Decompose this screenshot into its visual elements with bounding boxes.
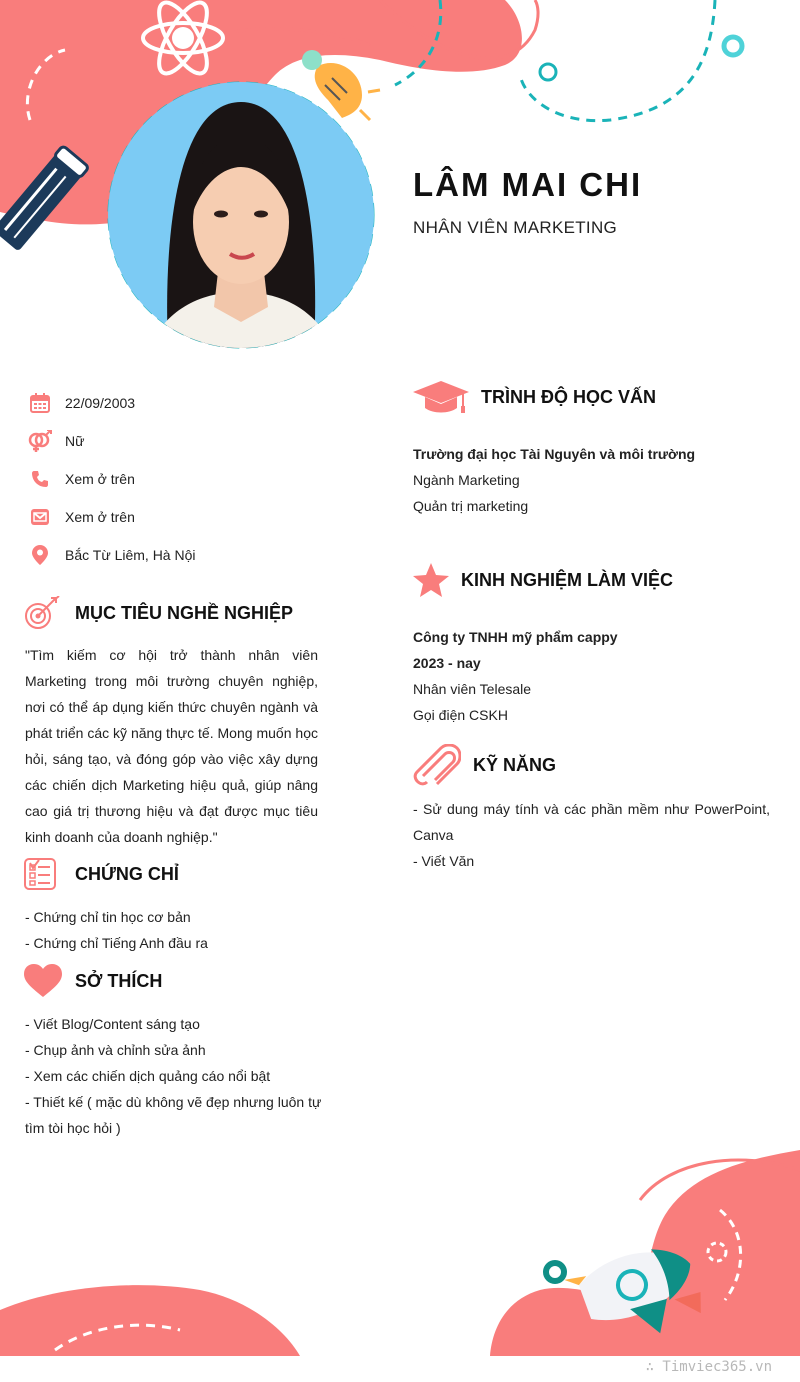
major-detail: Quản trị marketing xyxy=(413,498,529,514)
watermark xyxy=(0,1356,800,1382)
skills-title: KỸ NĂNG xyxy=(473,754,557,775)
email-icon xyxy=(28,505,52,529)
certificates-heading xyxy=(24,858,179,890)
work-period: 2023 - nay xyxy=(413,655,481,671)
list-item: - Thiết kế ( mặc dù không vẽ đẹp nhưng luôn tự xyxy=(25,1094,322,1110)
list-item: - Xem các chiến dịch quảng cáo nổi bật xyxy=(25,1068,271,1084)
star-icon xyxy=(413,563,449,597)
major: Ngành Marketing xyxy=(413,472,520,488)
education-content xyxy=(413,441,783,519)
contact-birthday xyxy=(28,384,348,422)
hobbies-heading xyxy=(24,964,162,998)
graduation-cap-icon xyxy=(413,380,469,414)
list-item: tìm tòi học hỏi ) xyxy=(25,1120,121,1136)
list-item: - Viết Văn xyxy=(413,853,475,869)
gender-value: Nữ xyxy=(65,433,85,449)
skills-list xyxy=(413,796,770,874)
company-name: Công ty TNHH mỹ phẩm cappy xyxy=(413,629,618,645)
objective-heading xyxy=(24,596,293,630)
education-title: TRÌNH ĐỘ HỌC VẤN xyxy=(481,386,656,407)
list-item: - Viết Blog/Content sáng tạo xyxy=(25,1016,200,1032)
contact-gender xyxy=(28,422,348,460)
list-item: - Chụp ảnh và chỉnh sửa ảnh xyxy=(25,1042,206,1058)
skills-heading xyxy=(413,744,556,786)
paperclip-icon xyxy=(413,744,461,786)
watermark-text: ∴ Timviec365.vn xyxy=(645,1359,772,1375)
work-role: Nhân viên Telesale xyxy=(413,681,532,697)
phone-value: Xem ở trên xyxy=(65,471,135,487)
phone-icon xyxy=(28,467,52,491)
job-title: NHÂN VIÊN MARKETING xyxy=(413,218,618,237)
objective-title: MỤC TIÊU NGHỀ NGHIỆP xyxy=(75,602,294,623)
experience-heading xyxy=(413,563,673,597)
location-pin-icon xyxy=(28,543,52,567)
birthday-value: 22/09/2003 xyxy=(65,395,136,411)
certificates-list xyxy=(25,904,325,956)
certificates-title: CHỨNG CHỈ xyxy=(75,863,179,884)
education-heading xyxy=(413,380,656,414)
hobbies-title: SỞ THÍCH xyxy=(75,970,163,991)
list-item: - Sử dung máy tính và các phần mềm như PowerPoint, Canva xyxy=(413,801,770,843)
list-item: - Chứng chỉ tin học cơ bản xyxy=(25,909,191,925)
contact-address xyxy=(28,536,348,574)
email-value: Xem ở trên xyxy=(65,509,135,525)
avatar xyxy=(108,82,374,348)
hobbies-list xyxy=(25,1011,325,1141)
experience-title: KINH NGHIỆM LÀM VIỆC xyxy=(461,569,674,590)
heart-icon xyxy=(24,964,62,998)
target-icon xyxy=(24,596,60,630)
experience-content xyxy=(413,624,783,728)
checklist-icon xyxy=(24,858,58,890)
school-name: Trường đại học Tài Nguyên và môi trường xyxy=(413,446,696,462)
calendar-icon xyxy=(28,391,52,415)
gender-icon xyxy=(28,429,52,453)
contact-email xyxy=(28,498,348,536)
list-item: - Chứng chỉ Tiếng Anh đầu ra xyxy=(25,935,208,951)
candidate-name: LÂM MAI CHI xyxy=(413,166,643,203)
contact-list xyxy=(28,384,348,574)
objective-text: "Tìm kiếm cơ hội trở thành nhân viên Marketing trong môi trường chuyên nghiệp, nơi có thể áp dụng kiến thức chuyên ngành và phát triển các kỹ năng thực tế. Mong muốn học hỏi, sáng tạo, và đóng góp vào việc xây dựng các chiến dịch Marketing hiệu quả, giúp nâng cao giá trị thương hiệu và đạt được mục tiêu kinh doanh của doanh nghiệp." xyxy=(25,647,318,845)
work-task: Gọi điện CSKH xyxy=(413,707,508,723)
contact-phone xyxy=(28,460,348,498)
address-value: Bắc Từ Liêm, Hà Nội xyxy=(65,547,196,563)
